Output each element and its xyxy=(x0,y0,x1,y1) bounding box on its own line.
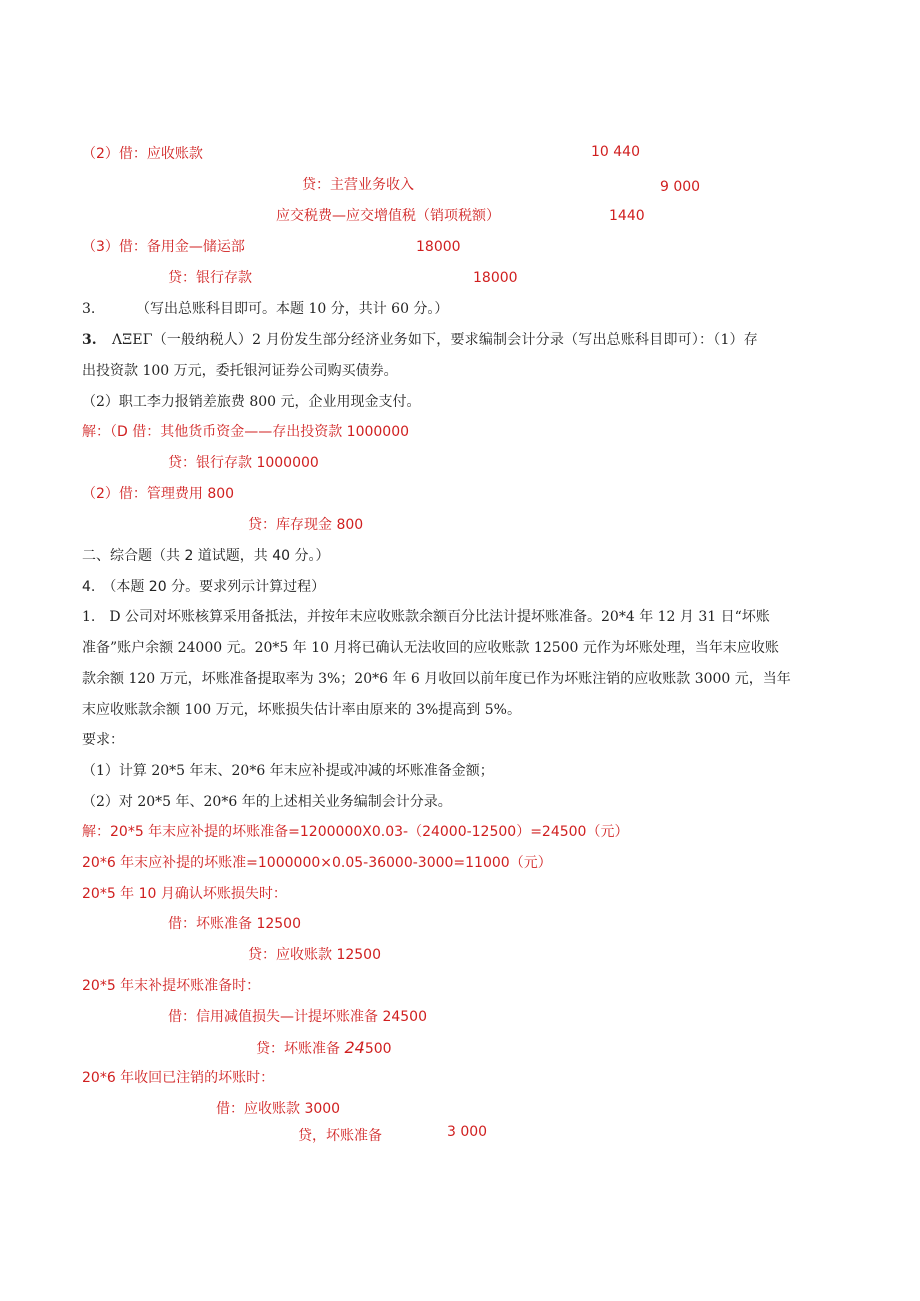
q4-para-line1: 1. D 公司对坏账核算采用备抵法，并按年末应收账款余额百分比法计提坏账准备。20*4 年 12 月 31 日“坏账 xyxy=(82,609,770,625)
q3-line3: （2）职工李力报销差旅费 800 元，企业用现金支付。 xyxy=(82,394,421,410)
q4-answer-debit3: 借：应收账款 3000 xyxy=(216,1101,341,1117)
entry2-debit: （2）借：应收账款 xyxy=(82,146,203,162)
q3-line1: ΛΞΕΓ（一般纳税人）2 月份发生部分经济业务如下，要求编制会计分录（写出总账科目即可）：（1）存 xyxy=(112,332,758,348)
entry2-credit1-amount: 9 000 xyxy=(660,179,701,195)
q3-answer-line3: （2）借：管理费用 800 xyxy=(82,486,235,502)
q4-answer-credit2 xyxy=(256,1038,392,1059)
q4-answer-heading3: 20*6 年收回已注销的坏账时： xyxy=(82,1070,275,1086)
q4-answer-credit2-amount-rest: 500 xyxy=(364,1041,392,1057)
q3-header-number: 3. xyxy=(82,301,96,317)
entry2-credit2: 应交税费—应交增值税（销项税额） xyxy=(276,208,500,224)
q4-requirement-2: （2）对 20*5 年、20*6 年的上述相关业务编制会计分录。 xyxy=(82,794,452,810)
q4-answer-credit2-amount-italic: 24 xyxy=(344,1038,365,1057)
section2-title: 二、综合题（共 2 道试题，共 40 分。） xyxy=(82,548,330,564)
q3-header-text: （写出总账科目即可。本题 10 分，共计 60 分。） xyxy=(136,301,449,317)
q4-para-line2: 准备”账户余额 24000 元。20*5 年 10 月将已确认无法收回的应收账款 12500 元作为坏账处理，当年末应收账 xyxy=(82,640,779,656)
entry3-credit-amount: 18000 xyxy=(473,270,518,286)
q3-line2: 出投资款 100 万元，委托银河证券公司购买债券。 xyxy=(82,363,398,379)
q4-answer-heading1: 20*5 年 10 月确认坏账损失时： xyxy=(82,886,287,902)
entry2-debit-amount: 10 440 xyxy=(591,144,640,160)
entry3-debit: （3）借：备用金—储运部 xyxy=(82,239,245,255)
q4-para-line3: 款余额 120 万元，坏账准备提取率为 3%；20*6 年 6 月收回以前年度已作为坏账注销的应收账款 3000 元，当年 xyxy=(82,671,791,687)
q3-answer-line2: 贷：银行存款 1000000 xyxy=(168,455,319,471)
q4-answer-debit2: 借：信用减值损失—计提坏账准备 24500 xyxy=(168,1009,427,1025)
q4-answer-credit3-amount: 3 000 xyxy=(447,1124,488,1140)
q4-answer-heading2: 20*5 年末补提坏账准备时： xyxy=(82,978,261,994)
q4-requirement-1: （1）计算 20*5 年末、20*6 年末应补提或冲减的坏账准备金额； xyxy=(82,763,494,779)
q4-answer-credit1: 贷：应收账款 12500 xyxy=(248,947,381,963)
q4-answer-credit2-label: 贷：坏账准备 xyxy=(256,1041,345,1057)
q4-answer-calc1: 解：20*5 年末应补提的坏账准备=1200000X0.03-（24000-12500）=24500（元） xyxy=(82,824,629,840)
entry2-credit2-amount: 1440 xyxy=(609,208,645,224)
q4-answer-credit3: 贷，坏账准备 xyxy=(298,1128,382,1144)
q3-number: 3. xyxy=(82,332,97,348)
q4-requirement-label: 要求： xyxy=(82,732,124,748)
q3-answer-line1: 解：（D 借：其他货币资金——存出投资款 1000000 xyxy=(82,424,410,440)
q4-answer-calc2: 20*6 年末应补提的坏账准=1000000×0.05-36000-3000=11000（元） xyxy=(82,855,552,871)
q4-para-line4: 末应收账款余额 100 万元，坏账损失估计率由原来的 3%提高到 5%。 xyxy=(82,702,521,718)
entry3-credit: 贷：银行存款 xyxy=(168,270,252,286)
q4-title: 4. （本题 20 分。要求列示计算过程） xyxy=(82,579,326,595)
entry3-debit-amount: 18000 xyxy=(416,239,461,255)
q4-answer-debit1: 借：坏账准备 12500 xyxy=(168,916,301,932)
entry2-credit1: 贷：主营业务收入 xyxy=(302,177,414,193)
q3-answer-line4: 贷：库存现金 800 xyxy=(248,517,364,533)
